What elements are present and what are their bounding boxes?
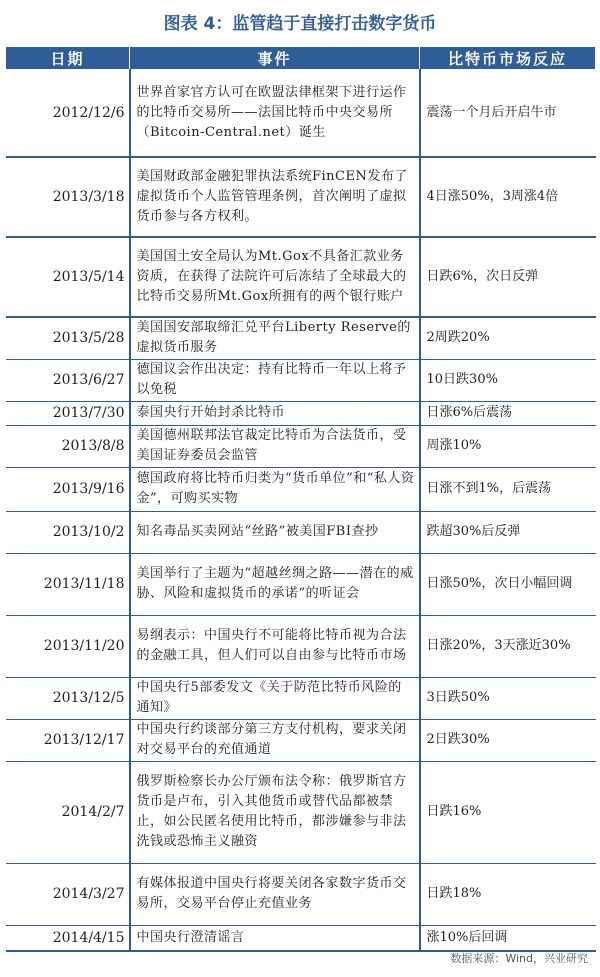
row-reaction: 涨10%后回调 <box>420 925 596 951</box>
row-reaction: 3日跌50% <box>420 677 596 719</box>
row-date: 2013/5/28 <box>6 317 130 359</box>
row-event: 世界首家官方认可在欧盟法律框架下进行运作的比特币交易所——法国比特币中央交易所（Bitcoin-Central.net）诞生 <box>130 69 420 157</box>
row-date: 2013/5/14 <box>6 237 130 317</box>
table-row <box>6 237 596 317</box>
row-reaction: 日涨不到1%，后震荡 <box>420 467 596 511</box>
header-event: 事件 <box>130 47 420 69</box>
row-event: 中国央行约谈部分第三方支付机构，要求关闭对交易平台的充值通道 <box>130 719 420 761</box>
table-row <box>6 615 596 677</box>
table-row <box>6 553 596 615</box>
header-reaction: 比特币市场反应 <box>420 47 596 69</box>
table-row <box>6 425 596 467</box>
row-event: 美国德州联邦法官裁定比特币为合法货币，受美国证券委员会监管 <box>130 425 420 467</box>
row-event: 易纲表示：中国央行不可能将比特币视为合法的金融工具，但人们可以自由参与比特币市场 <box>130 615 420 677</box>
row-event: 德国议会作出决定：持有比特币一年以上将予以免税 <box>130 359 420 401</box>
row-reaction: 4日涨50%，3周涨4倍 <box>420 157 596 237</box>
row-event: 美国财政部金融犯罪执法系统FinCEN发布了虚拟货币个人监管管理条例，首次阐明了虚拟货币参与各方权利。 <box>130 157 420 237</box>
table-row <box>6 511 596 553</box>
row-date: 2013/6/27 <box>6 359 130 401</box>
row-reaction: 周涨10% <box>420 425 596 467</box>
row-date: 2013/9/16 <box>6 467 130 511</box>
row-date: 2014/4/15 <box>6 925 130 951</box>
row-event: 中国央行5部委发文《关于防范比特币风险的通知》 <box>130 677 420 719</box>
table-row <box>6 677 596 719</box>
row-reaction: 2日跌30% <box>420 719 596 761</box>
row-event: 有媒体报道中国央行将要关闭各家数字货币交易所，交易平台停止充值业务 <box>130 863 420 925</box>
row-reaction: 日涨50%，次日小幅回调 <box>420 553 596 615</box>
row-date: 2013/8/8 <box>6 425 130 467</box>
header-date: 日期 <box>6 47 130 69</box>
row-reaction: 跌超30%后反弹 <box>420 511 596 553</box>
row-event: 德国政府将比特币归类为“货币单位”和“私人资金”，可购买实物 <box>130 467 420 511</box>
table-row <box>6 925 596 951</box>
row-date: 2013/12/17 <box>6 719 130 761</box>
row-date: 2012/12/6 <box>6 69 130 157</box>
figure-title: 图表 4：监管趋于直接打击数字货币 <box>163 14 437 34</box>
table-row <box>6 467 596 511</box>
row-date: 2013/7/30 <box>6 401 130 425</box>
row-reaction: 日涨20%，3天涨近30% <box>420 615 596 677</box>
table-row <box>6 761 596 863</box>
table-row <box>6 719 596 761</box>
table-row <box>6 359 596 401</box>
table-row <box>6 863 596 925</box>
row-reaction: 日跌18% <box>420 863 596 925</box>
data-source-note: 数据来源：Wind，兴业研究 <box>450 952 588 965</box>
row-event: 美国举行了主题为“超越丝绸之路——潜在的威胁、风险和虚拟货币的承诺”的听证会 <box>130 553 420 615</box>
table-row <box>6 401 596 425</box>
row-reaction: 日跌16% <box>420 761 596 863</box>
row-date: 2013/3/18 <box>6 157 130 237</box>
row-reaction: 震荡一个月后开启牛市 <box>420 69 596 157</box>
row-event: 泰国央行开始封杀比特币 <box>130 401 420 425</box>
row-date: 2014/3/27 <box>6 863 130 925</box>
row-date: 2013/11/20 <box>6 615 130 677</box>
table-row <box>6 157 596 237</box>
row-reaction: 10日跌30% <box>420 359 596 401</box>
row-event: 美国国安部取缔汇兑平台Liberty Reserve的虚拟货币服务 <box>130 317 420 359</box>
row-reaction: 日涨6%后震荡 <box>420 401 596 425</box>
row-date: 2014/2/7 <box>6 761 130 863</box>
row-date: 2013/10/2 <box>6 511 130 553</box>
row-date: 2013/12/5 <box>6 677 130 719</box>
row-event: 中国央行澄清谣言 <box>130 925 420 951</box>
row-event: 美国国土安全局认为Mt.Gox不具备汇款业务资质，在获得了法院许可后冻结了全球最大的比特币交易所Mt.Gox所拥有的两个银行账户 <box>130 237 420 317</box>
row-event: 俄罗斯检察长办公厅颁布法令称：俄罗斯官方货币是卢布，引入其他货币或替代品都被禁止，如公民匿名使用比特币，都涉嫌参与非法洗钱或恐怖主义融资 <box>130 761 420 863</box>
table-row <box>6 317 596 359</box>
regulation-events-table <box>5 47 596 952</box>
row-reaction: 2周跌20% <box>420 317 596 359</box>
row-date: 2013/11/18 <box>6 553 130 615</box>
row-reaction: 日跌6%，次日反弹 <box>420 237 596 317</box>
table-row <box>6 69 596 157</box>
row-event: 知名毒品买卖网站“丝路”被美国FBI查抄 <box>130 511 420 553</box>
